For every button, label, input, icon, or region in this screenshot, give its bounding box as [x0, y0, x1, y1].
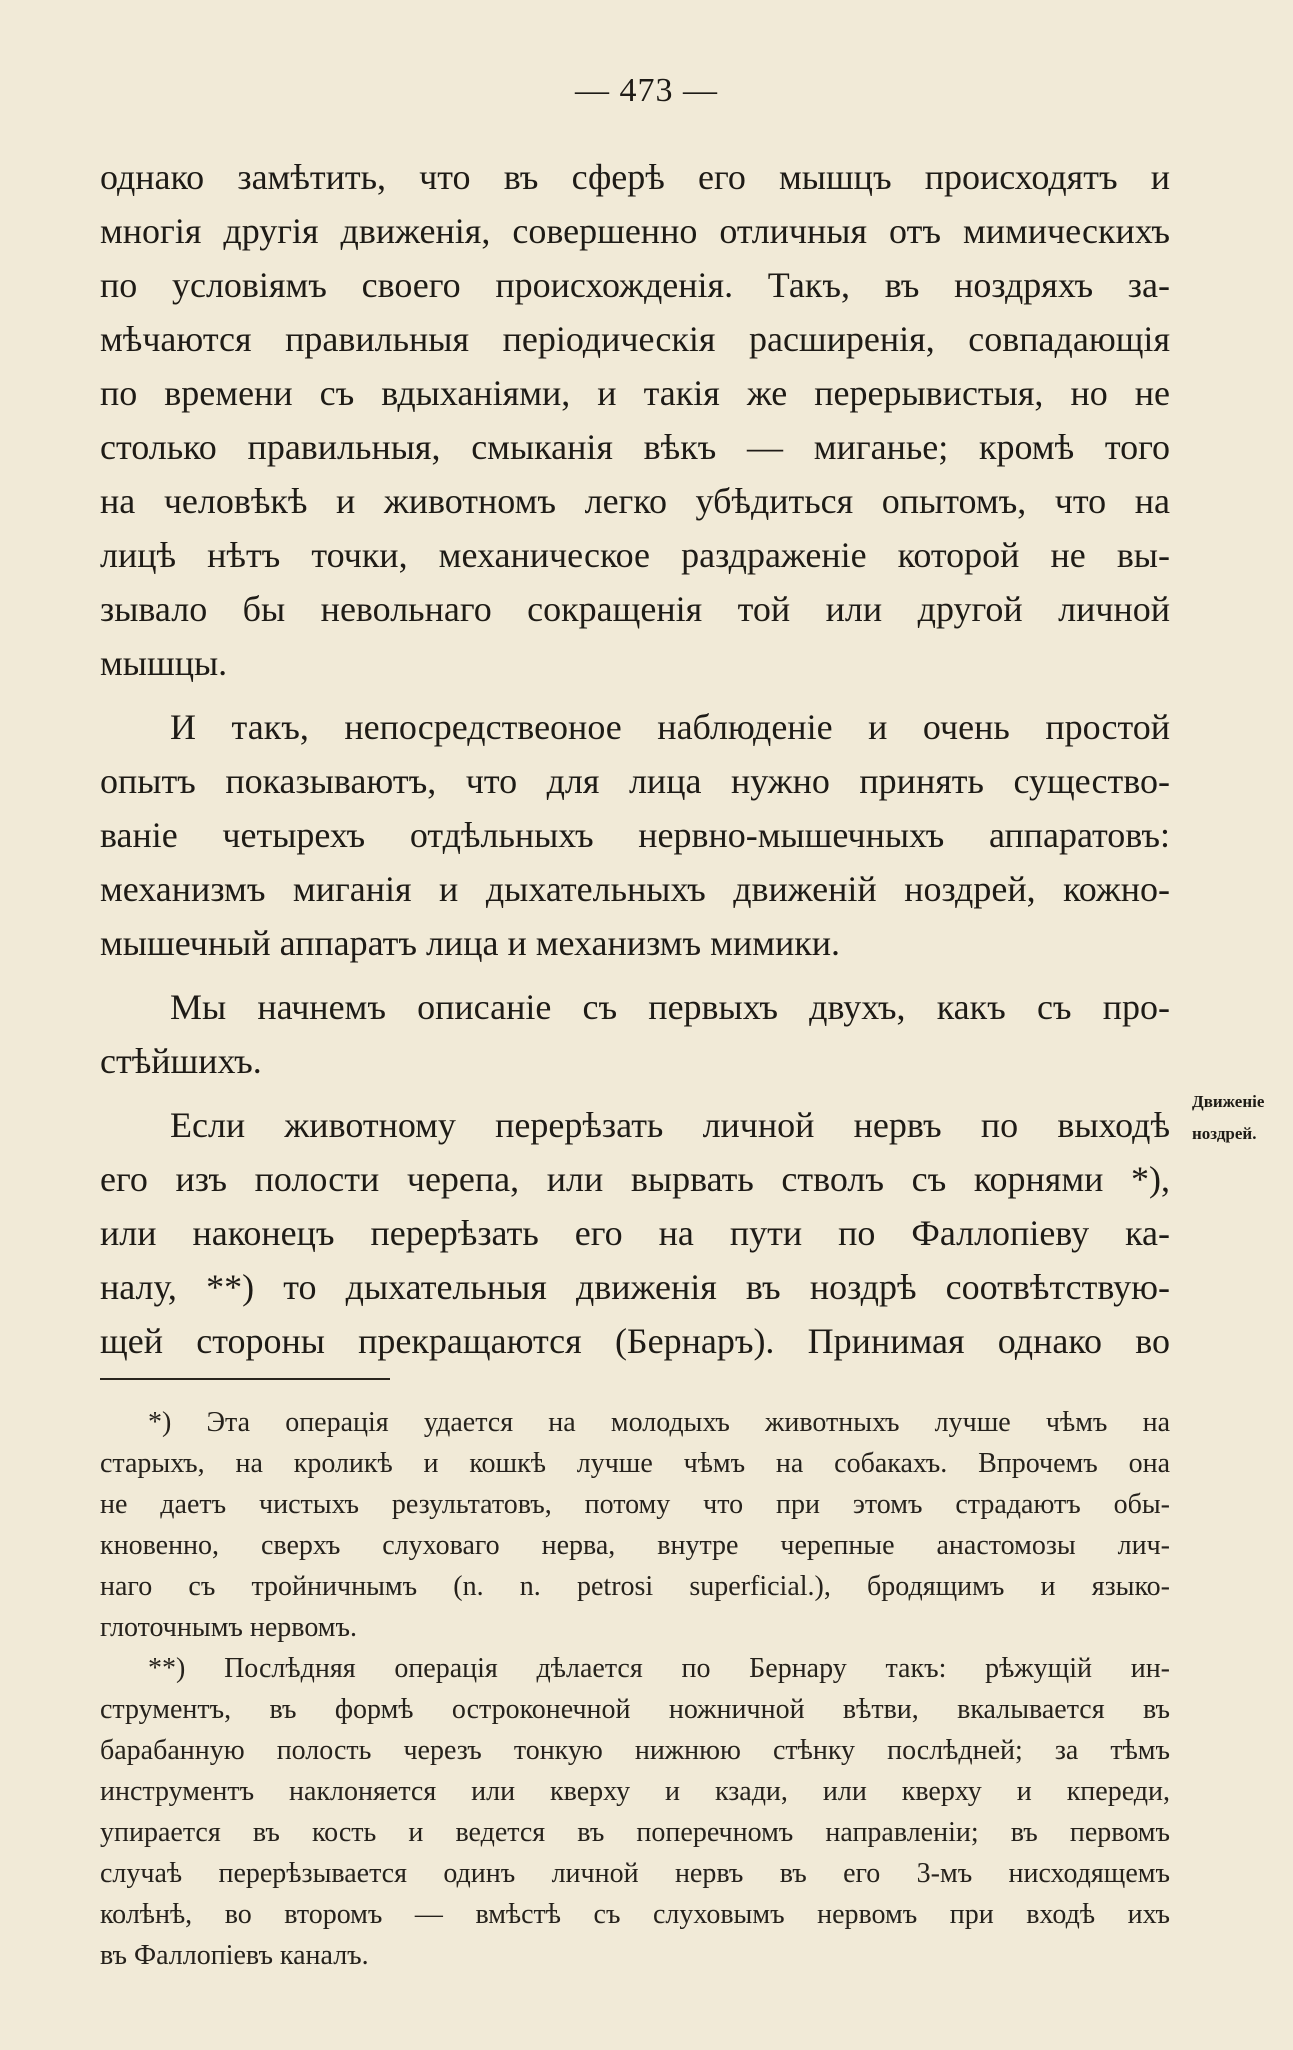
text-line: мѣчаются правильныя періодическія расширенія, совпадающія — [100, 319, 1170, 359]
text-line: по времени съ вдыханіями, и такія же перерывистыя, но не — [100, 373, 1170, 413]
margin-note-line: ноздрей. — [1192, 1124, 1257, 1143]
text-line: или наконецъ перерѣзать его на пути по Фаллопіеву ка- — [100, 1213, 1170, 1253]
footnote-line: упирается въ кость и ведется въ поперечномъ направленіи; въ первомъ — [100, 1817, 1170, 1848]
page-number: — 473 — — [575, 72, 718, 109]
footnote-line: колѣнѣ, во второмъ — вмѣстѣ съ слуховымъ нервомъ при входѣ ихъ — [100, 1899, 1170, 1930]
footnote-line: струментъ, въ формѣ остроконечной ножничной вѣтви, вкалывается въ — [100, 1694, 1170, 1725]
margin-note — [1192, 1086, 1290, 1150]
footnote-divider — [100, 1378, 390, 1380]
footnotes — [100, 1402, 1170, 1976]
text-line: механизмъ миганія и дыхательныхъ движеній ноздрей, кожно- — [100, 869, 1170, 909]
text-line: опытъ показываютъ, что для лица нужно принять существо- — [100, 761, 1170, 801]
footnote-line: *) Эта операція удается на молодыхъ животныхъ лучше чѣмъ на — [148, 1407, 1170, 1438]
text-line: мышечный аппаратъ лица и механизмъ мимики. — [100, 923, 841, 963]
footnote-line: барабанную полость черезъ тонкую нижнюю стѣнку послѣдней; за тѣмъ — [100, 1735, 1170, 1766]
text-line: щей стороны прекращаются (Бернаръ). Принимая однако во — [100, 1321, 1170, 1361]
margin-note-line: Движеніе — [1192, 1092, 1265, 1111]
text-line: Если животному перерѣзать личной нервъ по выходѣ — [170, 1105, 1170, 1145]
footnote-line: не даетъ чистыхъ результатовъ, потому что при этомъ страдаютъ обы- — [100, 1489, 1170, 1520]
text-line: его изъ полости черепа, или вырвать стволъ съ корнями *), — [100, 1159, 1170, 1199]
text-line: на человѣкѣ и животномъ легко убѣдиться опытомъ, что на — [100, 481, 1170, 521]
main-text — [100, 150, 1170, 1368]
text-line: по условіямъ своего происхожденія. Такъ, въ ноздряхъ за- — [100, 265, 1170, 305]
footnote-line: случаѣ перерѣзывается одинъ личной нервъ въ его 3-мъ нисходящемъ — [100, 1858, 1170, 1889]
footnote-line: въ Фаллопіевъ каналъ. — [100, 1940, 369, 1971]
text-line: зывало бы невольнаго сокращенія той или другой личной — [100, 589, 1170, 629]
text-line: ваніе четырехъ отдѣльныхъ нервно-мышечныхъ аппаратовъ: — [100, 815, 1170, 855]
footnote-line: инструментъ наклоняется или кверху и кзади, или кверху и кпереди, — [100, 1776, 1170, 1807]
footnote-line: глоточнымъ нервомъ. — [100, 1612, 357, 1643]
text-line: лицѣ нѣтъ точки, механическое раздраженіе которой не вы- — [100, 535, 1170, 575]
text-line: многія другія движенія, совершенно отличныя отъ мимическихъ — [100, 211, 1170, 251]
footnote-line: **) Послѣдняя операція дѣлается по Бернару такъ: рѣжущій ин- — [148, 1653, 1170, 1684]
text-line: налу, **) то дыхательныя движенія въ ноздрѣ соотвѣтствую- — [100, 1267, 1170, 1307]
text-line: мышцы. — [100, 643, 228, 683]
text-line: Мы начнемъ описаніе съ первыхъ двухъ, какъ съ про- — [170, 987, 1170, 1027]
footnote-line: кновенно, сверхъ слуховаго нерва, внутре черепные анастомозы лич- — [100, 1530, 1170, 1561]
text-line: И такъ, непосредствеоное наблюденіе и очень простой — [170, 707, 1170, 747]
footnote-line: наго съ тройничнымъ (n. n. petrosi superficial.), бродящимъ и языко- — [100, 1571, 1170, 1602]
footnote-line: старыхъ, на кроликѣ и кошкѣ лучше чѣмъ на собакахъ. Впрочемъ она — [100, 1448, 1170, 1479]
text-line: однако замѣтить, что въ сферѣ его мышцъ происходятъ и — [100, 157, 1170, 197]
text-line: столько правильныя, смыканія вѣкъ — миганье; кромѣ того — [100, 427, 1170, 467]
text-line: стѣйшихъ. — [100, 1041, 262, 1081]
